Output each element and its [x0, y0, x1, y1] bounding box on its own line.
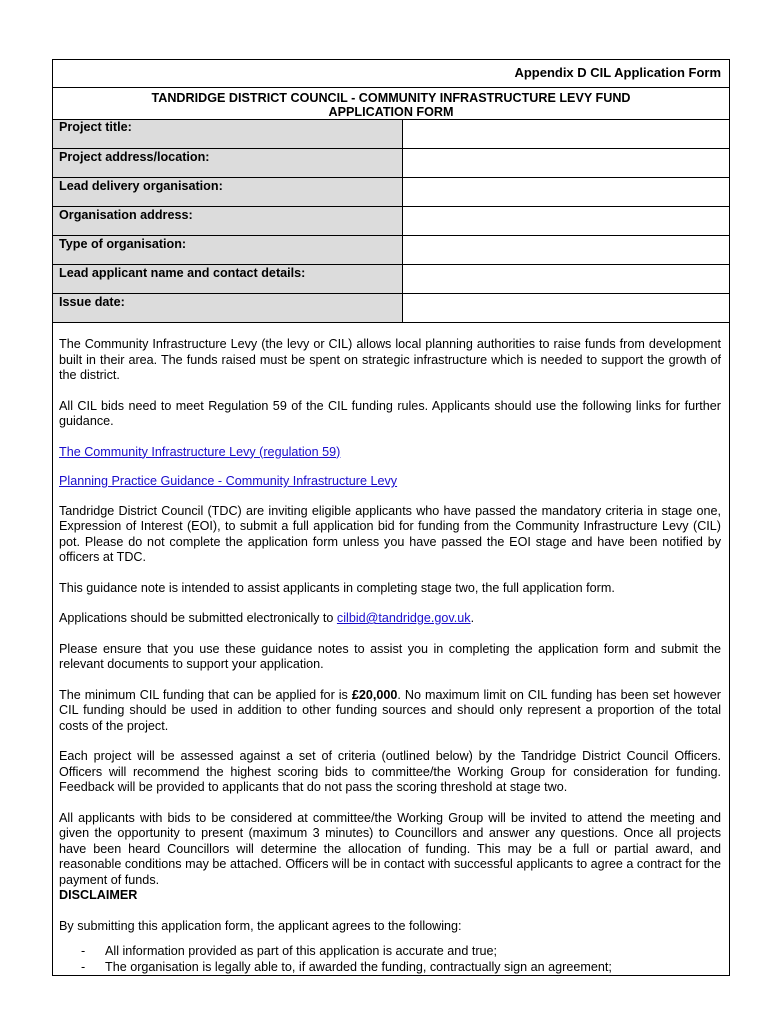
link-paragraph	[59, 474, 721, 490]
intro-paragraph: The Community Infrastructure Levy (the levy or CIL) allows local planning authorities to raise funds from development built in their area. The funds raised must be spent on strategic infrastructure which is needed to support the growth of the district.	[59, 337, 721, 382]
invitation-paragraph: Tandridge District Council (TDC) are inviting eligible applicants who have passed the mandatory criteria in stage one, Expression of Interest (EOI), to submit a full application bid for funding from the Community Infrastructure Levy (CIL) pot. Please do not complete the application form unless you have passed the EOI stage and have been notified by officers at TDC.	[59, 503, 721, 564]
lead-delivery-organisation-field[interactable]	[403, 178, 729, 206]
form-title-line-1: TANDRIDGE DISTRICT COUNCIL - COMMUNITY INFRASTRUCTURE LEVY FUND	[151, 91, 631, 105]
funding-paragraph	[59, 688, 721, 735]
disclaimer-intro: By submitting this application form, the applicant agrees to the following:	[59, 918, 462, 933]
funding-text: The minimum CIL funding that can be applied for is	[59, 687, 352, 702]
disclaimer-list	[59, 944, 721, 975]
guidance-text	[53, 323, 729, 975]
organisation-type-field[interactable]	[403, 236, 729, 264]
field-label: Organisation address:	[53, 207, 403, 235]
field-label: Type of organisation:	[53, 236, 403, 264]
field-label: Issue date:	[53, 294, 403, 322]
project-address-field[interactable]	[403, 149, 729, 177]
minimum-amount: £20,000	[351, 687, 398, 702]
documents-paragraph: Please ensure that you use these guidance notes to assist you in completing the application form and submit the relevant documents to support your application.	[59, 641, 721, 671]
cil-regulation-59-link[interactable]: The Community Infrastructure Levy (regulation 59)	[59, 444, 341, 459]
field-label: Project title:	[53, 120, 403, 148]
form-title	[53, 88, 729, 120]
submission-end: .	[470, 611, 475, 625]
appendix-label: Appendix D CIL Application Form	[53, 60, 729, 88]
project-title-field[interactable]	[403, 120, 729, 148]
list-item: - All information provided as part of this application is accurate and true;	[81, 944, 721, 960]
organisation-address-field[interactable]	[403, 207, 729, 235]
guidance-note-paragraph: This guidance note is intended to assist applicants in completing stage two, the full application form.	[59, 580, 615, 595]
planning-practice-guidance-link[interactable]: Planning Practice Guidance - Community Infrastructure Levy	[59, 474, 398, 488]
disclaimer-heading: DISCLAIMER	[59, 888, 138, 902]
assessment-paragraph: Each project will be assessed against a set of criteria (outlined below) by the Tandridge District Council Officers. Officers will recommend the highest scoring bids to committee/the Working Group for consideration for funding. Feedback will be provided to applicants that do not pass the scoring threshold at stage two.	[59, 749, 721, 794]
submission-paragraph	[59, 611, 721, 627]
field-label: Lead delivery organisation:	[53, 178, 403, 206]
email-link[interactable]: cilbid@tandridge.gov.uk	[336, 611, 471, 625]
field-row-lead-delivery-org	[53, 178, 729, 207]
field-row-lead-applicant	[53, 265, 729, 294]
field-label: Lead applicant name and contact details:	[53, 265, 403, 293]
committee-paragraph: All applicants with bids to be considered at committee/the Working Group will be invited to attend the meeting and given the opportunity to present (maximum 3 minutes) to Councillors and answer any questions. Once all projects have been heard Councillors will determine the allocation of funding. This may be a full or partial award, and reasonable conditions may be attached. Officers will be in contact with successful applicants to agree a contract for the payment of funds.	[59, 810, 721, 887]
field-row-project-address	[53, 149, 729, 178]
regulation-paragraph: All CIL bids need to meet Regulation 59 of the CIL funding rules. Applicants should use the following links for further guidance.	[59, 398, 721, 428]
lead-applicant-field[interactable]	[403, 265, 729, 293]
form-title-line-2: APPLICATION FORM	[328, 105, 454, 119]
funding-text-rest: . No maximum limit on CIL funding has been set however CIL funding should be used in addition to other funding sources and should only represent a proportion of the total costs of the project.	[59, 687, 721, 733]
issue-date-field[interactable]	[403, 294, 729, 322]
field-row-organisation-address	[53, 207, 729, 236]
field-row-project-title	[53, 120, 729, 149]
field-row-organisation-type	[53, 236, 729, 265]
submission-text: Applications should be submitted electronically to	[59, 611, 337, 625]
application-form	[52, 59, 730, 976]
field-row-issue-date	[53, 294, 729, 323]
field-label: Project address/location:	[53, 149, 403, 177]
list-item: - The organisation is legally able to, if awarded the funding, contractually sign an agreement;	[81, 960, 721, 976]
link-paragraph	[59, 445, 721, 461]
